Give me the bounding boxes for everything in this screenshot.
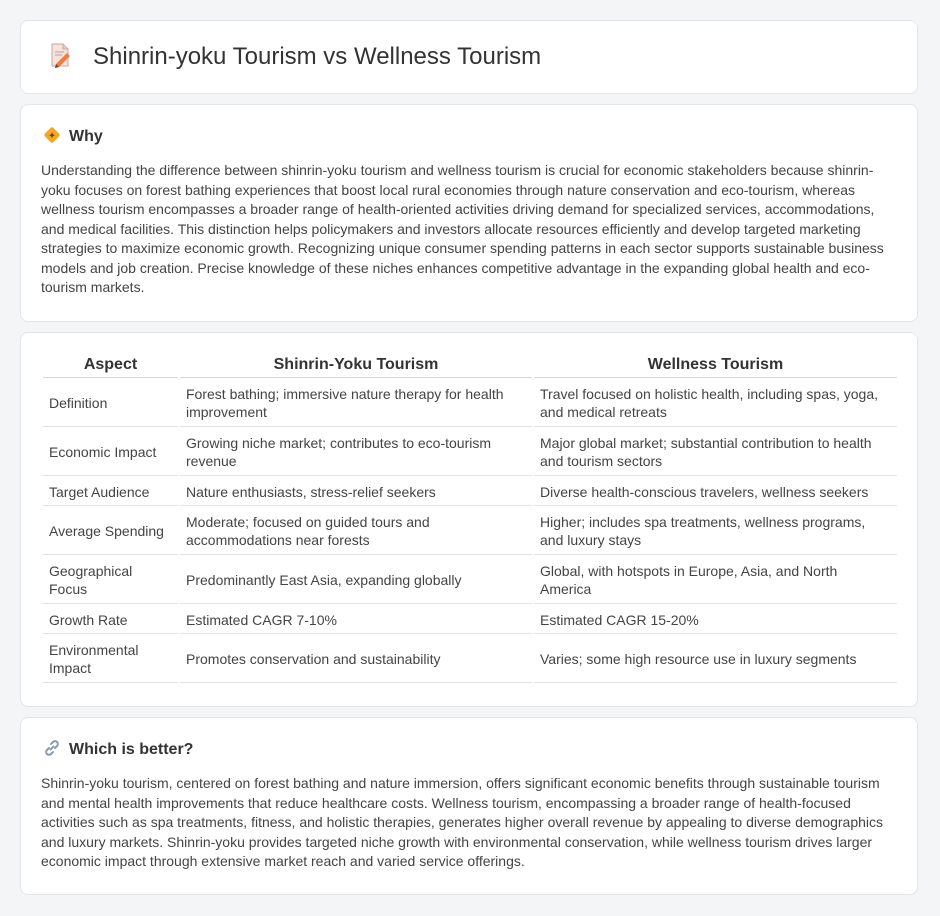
table-row: [43, 380, 897, 427]
svg-text:✦: ✦: [48, 131, 56, 141]
table-cell: Environmental Impact: [43, 636, 178, 683]
which-is-better-section: [20, 717, 918, 895]
header-wellness: Wellness Tourism: [534, 353, 897, 378]
page-title: Shinrin-yoku Tourism vs Wellness Tourism: [93, 43, 542, 70]
table-cell: Growth Rate: [43, 606, 178, 634]
table-cell: Higher; includes spa treatments, wellness programs, and luxury stays: [534, 508, 897, 555]
why-heading: Why: [69, 128, 103, 145]
table-cell: Geographical Focus: [43, 557, 178, 604]
table-cell: Growing niche market; contributes to eco-tourism revenue: [180, 429, 532, 476]
table-cell: Major global market; substantial contribution to health and tourism sectors: [534, 429, 897, 476]
table-cell: Varies; some high resource use in luxury segments: [534, 636, 897, 683]
table-row: [43, 478, 897, 506]
table-row: [43, 636, 897, 683]
comparison-table-card: [20, 332, 918, 707]
table-cell: Target Audience: [43, 478, 178, 506]
better-text: Shinrin-yoku tourism, centered on forest bathing and nature immersion, offers significant economic benefits through sustainable tourism and mental health improvements that reduce healthcare costs. Wellness tourism, encompassing a broader range of health-focused activities such as spa treatments, fitness, and holistic therapies, generates higher overall revenue by appealing to diverse demographics and luxury markets. Shinrin-yoku provides targeted niche growth with environmental conservation, while wellness tourism drives larger economic impact through extensive market reach and varied service offerings.: [41, 775, 884, 869]
why-section: [20, 104, 918, 322]
table-cell: Nature enthusiasts, stress-relief seekers: [180, 478, 532, 506]
comparison-table: [41, 351, 899, 685]
table-row: [43, 557, 897, 604]
table-row: [43, 508, 897, 555]
table-cell: Travel focused on holistic health, including spas, yoga, and medical retreats: [534, 380, 897, 427]
header-aspect: Aspect: [43, 353, 178, 378]
table-cell: Forest bathing; immersive nature therapy for health improvement: [180, 380, 532, 427]
link-icon: [43, 739, 61, 762]
diamond-sign-icon: [43, 126, 61, 149]
table-row: [43, 606, 897, 634]
why-text: Understanding the difference between shinrin-yoku tourism and wellness tourism is crucial for economic stakeholders because shinrin-yoku focuses on forest bathing experiences that boost local rural economies through nature conservation and eco-tourism, whereas wellness tourism encompasses a broader range of health-oriented activities driving demand for specialized services, accommodations, and medical facilities. This distinction helps policymakers and investors allocate resources efficiently and develop targeted marketing strategies to maximize economic growth. Recognizing unique consumer spending patterns in each sector supports sustainable business models and job creation. Precise knowledge of these niches enhances competitive advantage in the expanding global health and eco-tourism markets.: [41, 162, 884, 295]
header-shinrin-yoku: Shinrin-Yoku Tourism: [180, 353, 532, 378]
better-heading: Which is better?: [69, 741, 194, 758]
table-cell: Global, with hotspots in Europe, Asia, and North America: [534, 557, 897, 604]
table-cell: Diverse health-conscious travelers, wellness seekers: [534, 478, 897, 506]
table-cell: Economic Impact: [43, 429, 178, 476]
table-cell: Estimated CAGR 7-10%: [180, 606, 532, 634]
document-pencil-icon: [47, 42, 73, 73]
table-cell: Estimated CAGR 15-20%: [534, 606, 897, 634]
table-row: [43, 429, 897, 476]
title-card: [20, 20, 918, 94]
table-cell: Moderate; focused on guided tours and accommodations near forests: [180, 508, 532, 555]
table-cell: Average Spending: [43, 508, 178, 555]
table-cell: Definition: [43, 380, 178, 427]
table-cell: Predominantly East Asia, expanding globally: [180, 557, 532, 604]
table-cell: Promotes conservation and sustainability: [180, 636, 532, 683]
